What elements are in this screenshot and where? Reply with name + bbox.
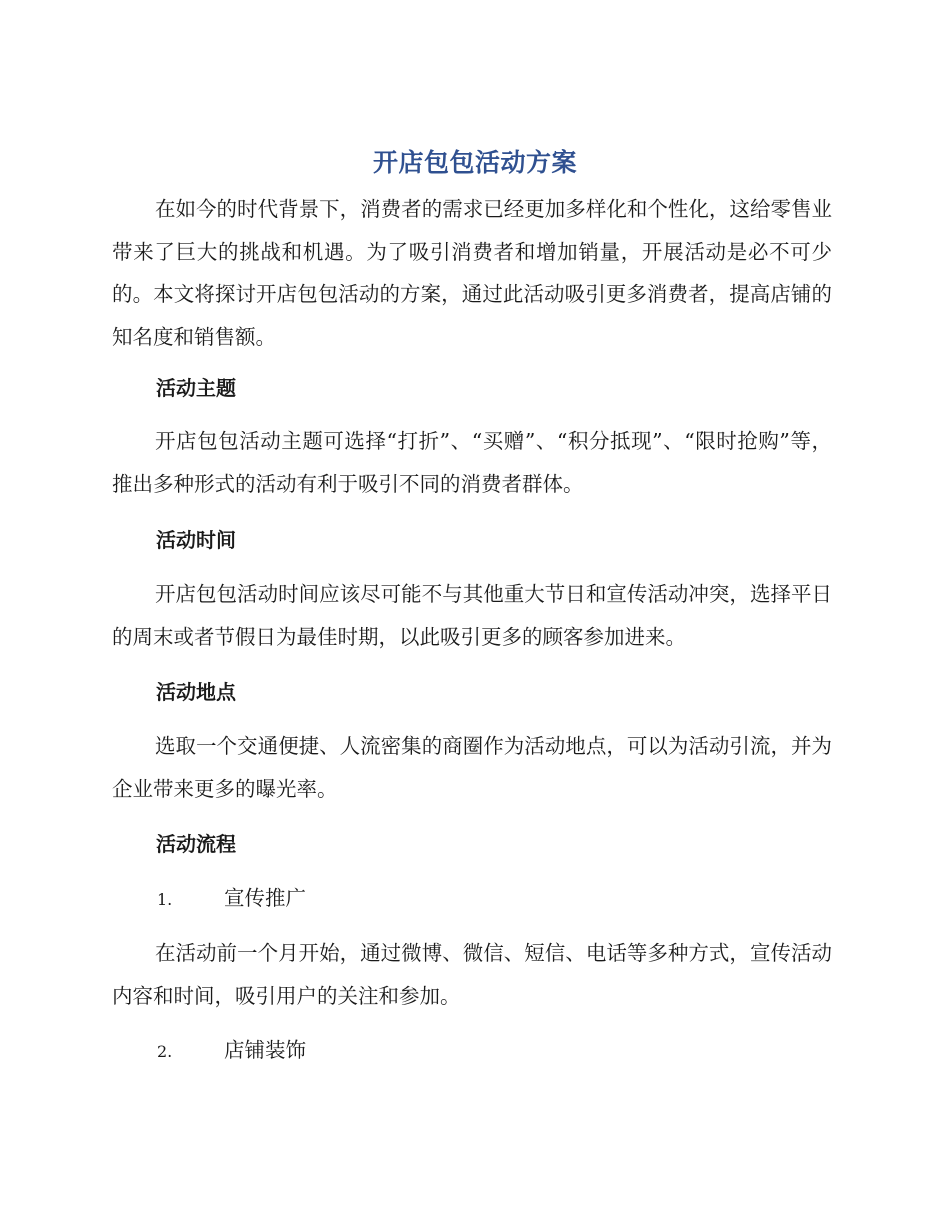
section-heading-location: 活动地点 <box>156 680 236 704</box>
section-heading-process: 活动流程 <box>156 832 236 856</box>
process-item-2 <box>157 1035 837 1067</box>
list-number: 2. <box>157 1042 173 1061</box>
section-body-location: 选取一个交通便捷、人流密集的商圈作为活动地点，可以为活动引流，并为企业带来更多的曝光率。 <box>112 734 832 801</box>
section-body-theme: 开店包包活动主题可选择“打折”、“买赠”、“积分抵现”、“限时抢购”等，推出多种形式的活动有利于吸引不同的消费者群体。 <box>112 429 832 496</box>
process-body-1: 在活动前一个月开始，通过微博、微信、短信、电话等多种方式，宣传活动内容和时间，吸引用户的关注和参加。 <box>112 941 832 1008</box>
document-title: 开店包包活动方案 <box>372 148 577 177</box>
section-body-time: 开店包包活动时间应该尽可能不与其他重大节日和宣传活动冲突，选择平日的周末或者节假日为最佳时期，以此吸引更多的顾客参加进来。 <box>112 582 832 649</box>
list-label: 宣传推广 <box>224 886 306 910</box>
section-heading-theme: 活动主题 <box>156 376 236 400</box>
list-number: 1. <box>157 890 173 909</box>
section-heading-time: 活动时间 <box>156 528 236 552</box>
process-item-1 <box>157 883 837 915</box>
list-label: 店铺装饰 <box>224 1038 306 1062</box>
intro-paragraph: 在如今的时代背景下，消费者的需求已经更加多样化和个性化，这给零售业带来了巨大的挑战和机遇。为了吸引消费者和增加销量，开展活动是必不可少的。本文将探讨开店包包活动的方案，通过此活动吸引更多消费者，提高店铺的知名度和销售额。 <box>112 197 832 349</box>
